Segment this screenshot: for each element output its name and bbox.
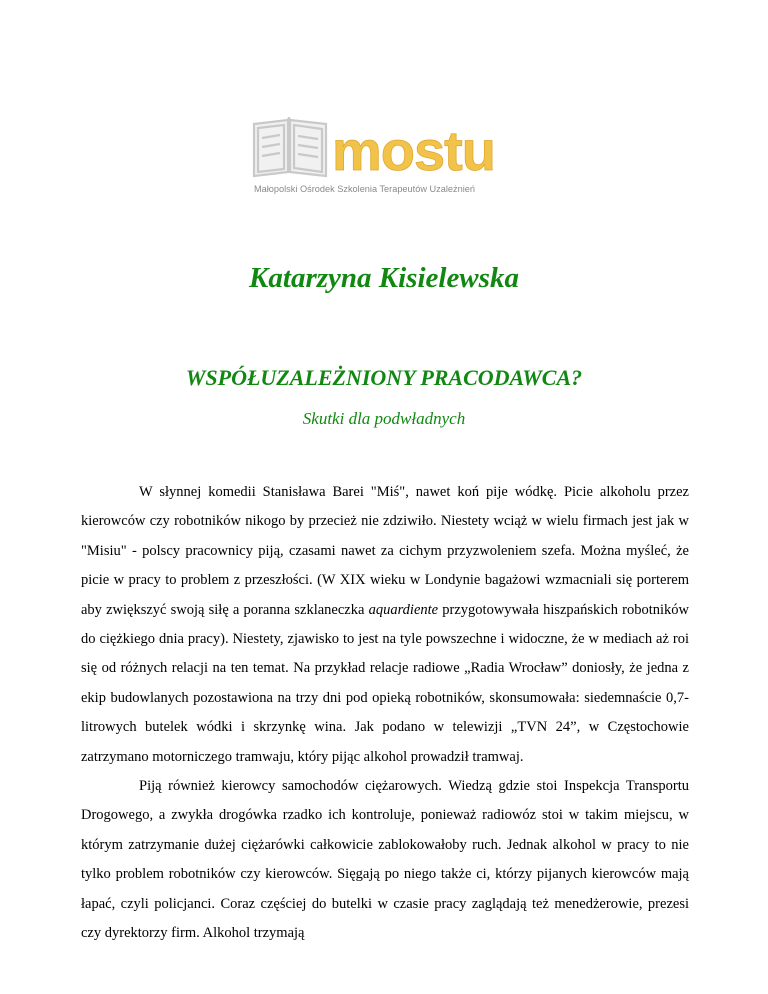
document-subtitle: Skutki dla podwładnych [302,409,466,428]
paragraph-1 [81,478,689,772]
book-icon [254,118,326,176]
open-book-logo-icon [248,112,512,202]
document-title: WSPÓŁUZALEŻNIONY PRACODAWCA? [185,365,583,390]
paragraph-1-text-b: przygotowywała hiszpańskich robotników do ciężkiego dnia pracy). Niestety, zjawisko to jest na tyle powszechne i widoczne, że w mediach aż roi się od różnych relacji na ten temat. Na przykład relacje radiowe „Radia Wrocław” doniosły, że jedna z ekip budowlanych pozostawiona na trzy dni pod opieką robotników, skonsumowała: siedemnaście 0,7-litrowych butelek wódki i skrzynkę wina. Jak podano w telewizji „TVN 24”, w Częstochowie zatrzymano motorniczego tramwaju, który pijąc alkohol prowadził tramwaj. [81,601,689,765]
paragraph-1-text-a: W słynnej komedii Stanisława Barei "Miś", nawet koń pije wódkę. Picie alkoholu przez kierowców czy robotników nikogo by przecież nie zdziwiło. Niestety wciąż w wielu firmach jest jak w "Misiu" - polscy pracownicy piją, czasami nawet za cichym przyzwoleniem szefa. Można myśleć, że picie w pracy to problem z przeszłości. (W XIX wieku w Londynie bagażowi wzmacniali się porterem aby zwiększyć swoją siłę a poranna szklaneczka [81,484,689,618]
author-name: Katarzyna Kisielewska [249,262,519,294]
logo-wordmark: mostu [332,119,495,182]
logo-tagline: Małopolski Ośrodek Szkolenia Terapeutów Uzależnień [254,184,475,194]
article-body [81,478,689,949]
paragraph-1-italic-term: aquardiente [368,601,439,618]
organization-logo [248,112,512,202]
paragraph-2: Piją również kierowcy samochodów ciężarowych. Wiedzą gdzie stoi Inspekcja Transportu Drogowego, a zwykła drogówka rzadko ich kontroluje, ponieważ radiowóz stoi w takim miejscu, w którym zatrzymanie dużej ciężarówki całkowicie zablokowałoby ruch. Jednak alkohol w pracy to nie tylko problem robotników czy kierowców. Sięgają po niego także ci, którzy pijanych kierowców mają łapać, czyli policjanci. Coraz częściej do butelki w czasie pracy zaglądają też menedżerowie, prezesi czy dyrektorzy firm. Alkohol trzymają [81,778,689,942]
